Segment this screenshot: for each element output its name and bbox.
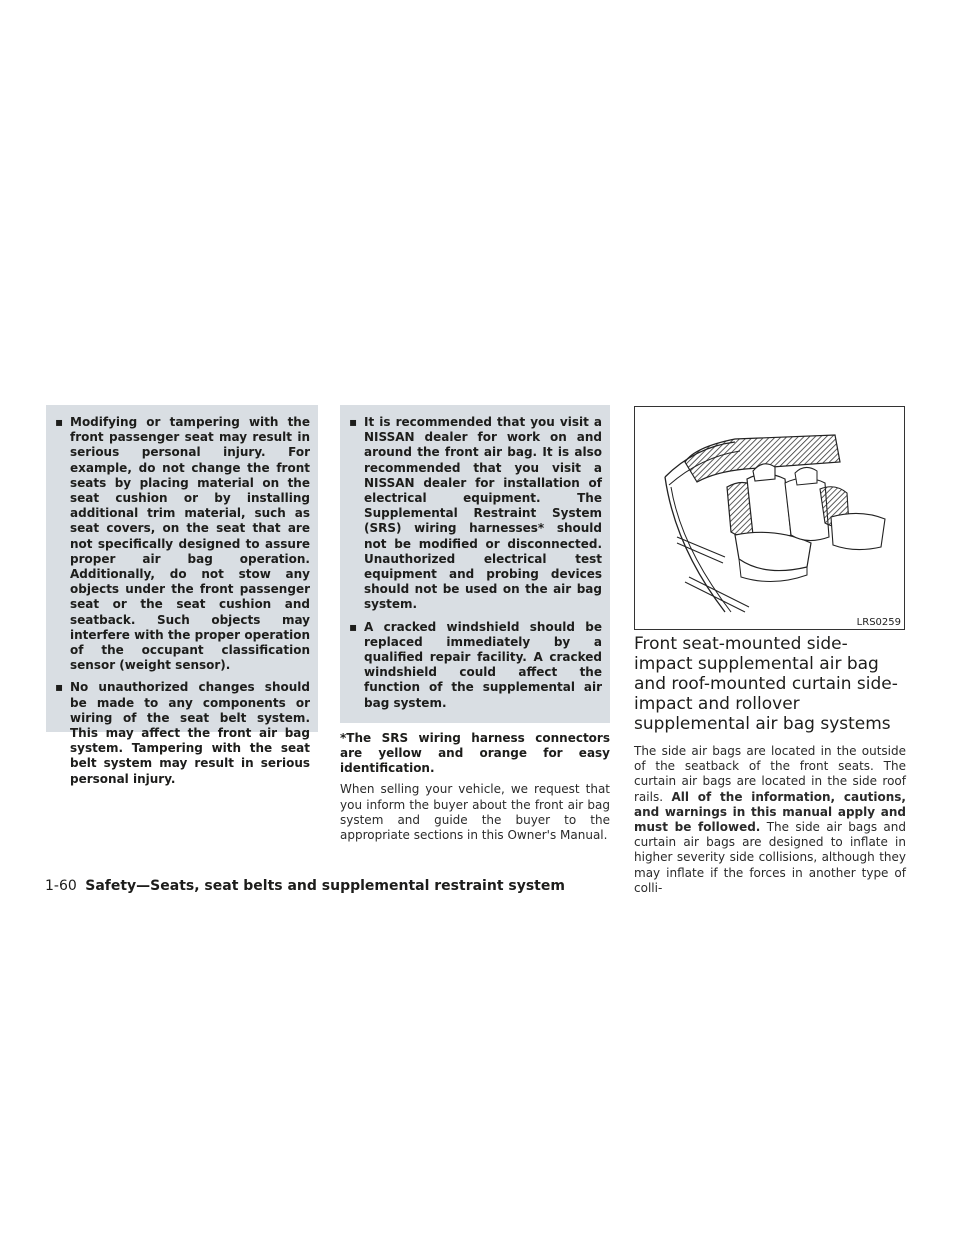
chapter-title: Safety—Seats, seat belts and supplemental restraint system [85,878,565,894]
bullet-icon: ▪ [55,680,64,695]
bullet-icon: ▪ [349,619,358,634]
column-middle [340,405,610,843]
bullet-icon: ▪ [349,415,358,429]
warning-text: Modifying or tampering with the front passenger seat may result in serious personal injury. For example, do not change the front seats by placing material on the seat cushion or by installing additional trim material, such as seat covers, on the seat that are not specifically designed to assure proper air bag operation. Additionally, do not stow any objects under the front passenger seat or the seat cushion and seatback. Such objects may interfere with the proper operation of the occupant classification sensor (weight sensor). [70,415,310,673]
figure-label: LRS0259 [856,617,901,628]
paragraph-bold-text: All of the information, cautions, and warnings in this manual apply and must be followed. [634,789,906,835]
warning-item [54,415,310,673]
bullet-icon: ▪ [55,415,64,429]
warning-box-middle [340,405,610,723]
warning-list-left [54,415,310,787]
selling-paragraph: When selling your vehicle, we request that you inform the buyer about the front air bag system and guide the buyer to the appropriate sections in this Owner's Manual. [340,782,610,843]
seat-airbag-drawing [635,407,904,629]
warning-text: It is recommended that you visit a NISSAN dealer for work on and around the front air bag. It is also recommended that you visit a NISSAN dealer for installation of electrical equipment. The Supplemental Restraint System (SRS) wiring harnesses* should not be modified or disconnected. Unauthorized electrical test equipment and probing devices should not be used on the air bag system. [364,415,602,612]
warning-item [348,620,602,711]
section-title: Front seat-mounted side-impact supplemental air bag and roof-mounted curtain side-impact and rollover supplemental air bag systems [634,634,898,734]
wiring-note: *The SRS wiring harness connectors are yellow and orange for easy identification. [340,730,610,776]
page-footer [45,878,565,894]
page-number: 1-60 [45,878,77,894]
paragraph-text: The side air bags and curtain air bags are designed to inflate in higher severity side collisions, although they may inflate if the forces in another type of colli- [634,820,906,895]
warning-box-left [46,405,318,786]
seat-airbag-illustration [634,406,905,630]
warning-list-middle [348,415,602,711]
warning-item [348,415,602,613]
warning-item [54,680,310,786]
warning-text: No unauthorized changes should be made to any components or wiring of the seat belt system. This may affect the front air bag system. Tampering with the seat belt system may result in serious personal injury. [70,680,310,786]
column-right [634,634,906,896]
paragraph-text: The side air bags are located in the outside of the seatback of the front seats. The curtain air bags are located in the side roof rails. [634,744,906,804]
side-airbag-paragraph [634,744,906,896]
warning-text: A cracked windshield should be replaced immediately by a qualified repair facility. A cracked windshield could affect the function of the supplemental air bag system. [364,619,602,710]
